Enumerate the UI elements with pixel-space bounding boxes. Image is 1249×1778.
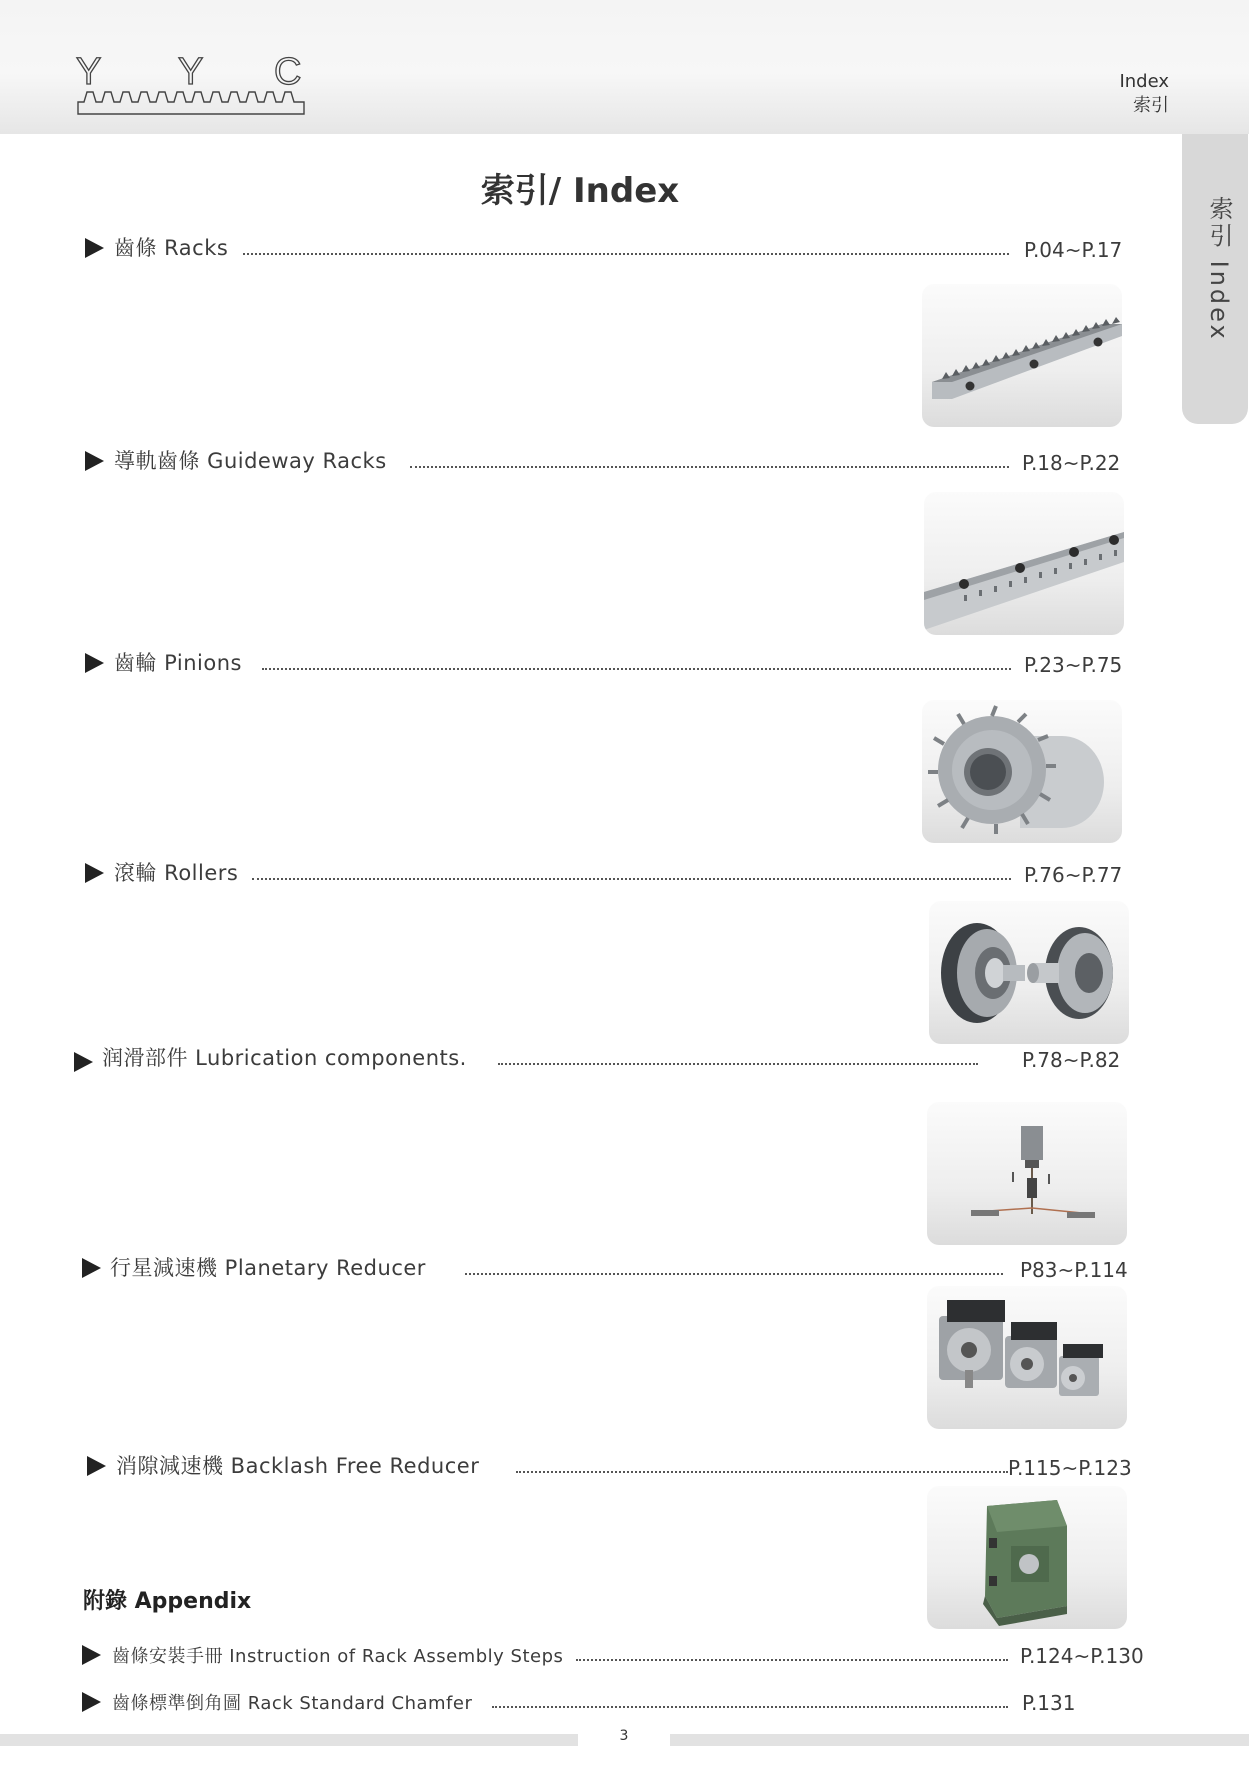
entry-pages: P83~P.114	[1020, 1258, 1128, 1282]
entry-label: 消隙減速機 Backlash Free Reducer	[116, 1454, 480, 1478]
appendix-entry-rack-chamfer[interactable]	[0, 1683, 1249, 1717]
entry-pages: P.18~P.22	[1022, 451, 1121, 475]
appendix-entry-rack-assembly[interactable]	[0, 1636, 1249, 1670]
index-entry-racks[interactable]	[0, 230, 1249, 264]
yyc-logo	[76, 51, 306, 120]
entry-pages: P.131	[1022, 1691, 1076, 1715]
entry-pages: P.76~P.77	[1024, 863, 1123, 887]
index-entry-planetary-reducer[interactable]	[0, 1250, 1249, 1284]
rack-teeth-icon	[76, 88, 306, 118]
bullet-triangle-icon	[82, 1692, 101, 1712]
backlash-reducer-photo	[927, 1486, 1127, 1629]
page-header	[0, 0, 1249, 134]
bullet-triangle-icon	[74, 1052, 93, 1072]
entry-pages: P.124~P.130	[1020, 1644, 1144, 1668]
entry-label: 滾輪 Rollers	[114, 861, 239, 885]
bullet-triangle-icon	[82, 1645, 101, 1665]
dot-leader	[243, 253, 1009, 255]
logo-letter-y2: Y	[178, 51, 204, 93]
roller-photo	[929, 901, 1129, 1044]
dot-leader	[492, 1706, 1008, 1708]
page-title: 索引/ Index	[480, 171, 680, 211]
bullet-triangle-icon	[85, 863, 104, 883]
entry-label: 齒條標準倒角圖 Rack Standard Chamfer	[112, 1693, 473, 1714]
entry-pages: P.23~P.75	[1024, 653, 1123, 677]
dot-leader	[576, 1659, 1008, 1661]
side-tab-label: 索引 Index	[1205, 196, 1233, 342]
dot-leader	[465, 1273, 1003, 1275]
lubrication-photo	[927, 1102, 1127, 1245]
dot-leader	[516, 1471, 1008, 1473]
header-section-label	[1119, 70, 1169, 118]
dot-leader	[498, 1063, 978, 1065]
entry-label: 齒條 Racks	[114, 236, 229, 260]
page-number: 3	[619, 1728, 629, 1744]
entry-label: 行星減速機 Planetary Reducer	[110, 1256, 426, 1280]
planetary-reducer-photo	[927, 1286, 1127, 1429]
entry-label: 齒條安裝手冊 Instruction of Rack Assembly Steps	[112, 1646, 564, 1667]
index-entry-rollers[interactable]	[0, 855, 1249, 889]
index-entry-guideway-racks[interactable]	[0, 443, 1249, 477]
bullet-triangle-icon	[87, 1456, 106, 1476]
header-section-en: Index	[1119, 71, 1169, 92]
logo-letter-y1: Y	[76, 51, 102, 93]
rack-photo	[922, 284, 1122, 427]
entry-label: 齒輪 Pinions	[114, 651, 242, 675]
entry-pages: P.04~P.17	[1024, 238, 1123, 262]
appendix-title: 附錄 Appendix	[83, 1589, 252, 1614]
logo-letter-c: C	[274, 51, 302, 93]
dot-leader	[252, 878, 1011, 880]
entry-label: 润滑部件 Lubrication components.	[102, 1046, 467, 1070]
entry-pages: P.115~P.123	[1008, 1456, 1132, 1480]
index-entry-pinions[interactable]	[0, 645, 1249, 679]
dot-leader	[410, 466, 1009, 468]
index-entry-lubrication-components[interactable]	[0, 1040, 1249, 1074]
header-section-zh: 索引	[1133, 95, 1169, 116]
bullet-triangle-icon	[85, 653, 104, 673]
entry-label: 導軌齒條 Guideway Racks	[114, 449, 387, 473]
bullet-triangle-icon	[85, 238, 104, 258]
footer-bar-left	[0, 1734, 578, 1746]
index-entry-backlash-free-reducer[interactable]	[0, 1448, 1249, 1482]
bullet-triangle-icon	[85, 451, 104, 471]
dot-leader	[262, 668, 1011, 670]
footer-bar-right	[670, 1734, 1249, 1746]
guideway-rack-photo	[924, 492, 1124, 635]
index-side-tab[interactable]	[1182, 134, 1248, 424]
entry-pages: P.78~P.82	[1022, 1048, 1121, 1072]
pinion-photo	[922, 700, 1122, 843]
bullet-triangle-icon	[82, 1258, 101, 1278]
